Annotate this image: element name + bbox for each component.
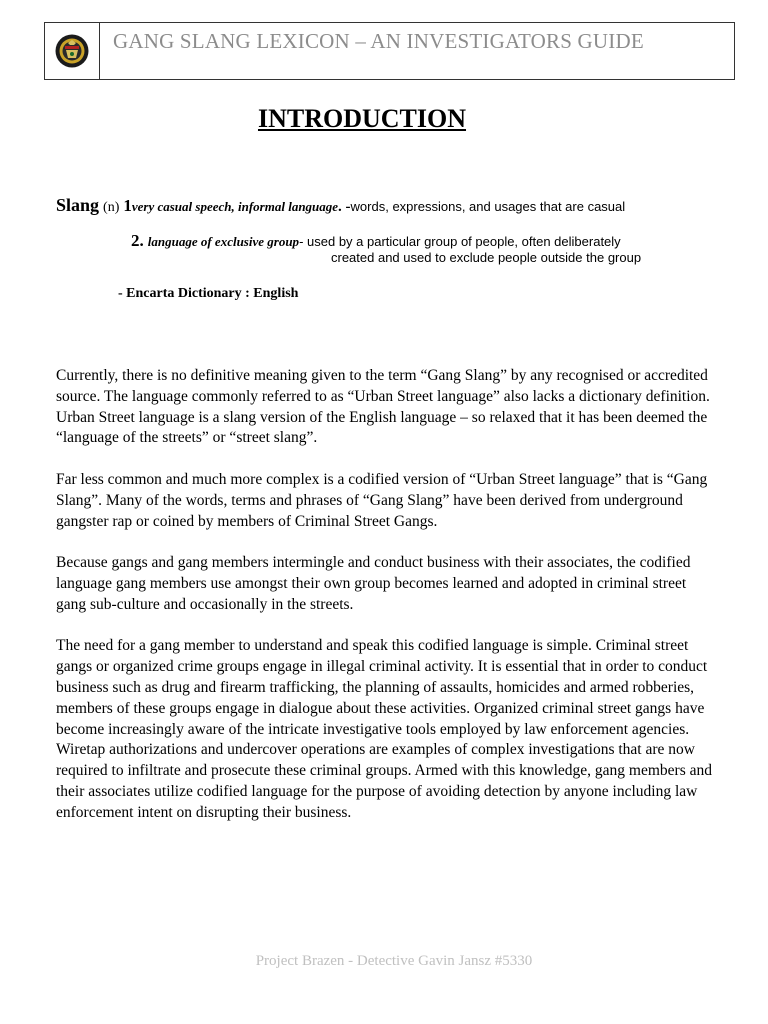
sense-2-number: 2. [131, 231, 144, 250]
definition-sense-2 [131, 231, 621, 251]
sense-2-gloss: language of exclusive group [147, 234, 300, 249]
header-title: GANG SLANG LEXICON – AN INVESTIGATORS GUIDE [113, 29, 644, 53]
paragraph: Far less common and much more complex is a codified version of “Urban Street language” that is “Gang Slang”. Many of the words, terms and phrases of “Gang Slang” have been derived from underground gangster rap or coined by members of Criminal Street Gangs. [56, 470, 708, 530]
logo-cell [45, 23, 100, 79]
sense-1-number: 1 [123, 196, 132, 215]
sense-2-separator: - [299, 234, 304, 249]
page-heading: INTRODUCTION [257, 104, 467, 133]
part-of-speech: (n) [103, 200, 120, 215]
body-text [56, 366, 716, 844]
dictionary-source: - Encarta Dictionary : English [118, 286, 299, 301]
sense-2-text-line-1: used by a particular group of people, often deliberately [303, 234, 621, 249]
sense-1-gloss: very casual speech, informal language [131, 199, 339, 214]
document-header [44, 22, 735, 80]
sense-2-text-line-2: created and used to exclude people outside the group [331, 250, 642, 265]
sense-1-separator: . - [338, 199, 351, 215]
paragraph: Because gangs and gang members intermingle and conduct business with their associates, the codified language gang members use amongst their own group becomes learned and adopted in criminal street gang sub-culture and occasionally in the streets. [56, 554, 691, 613]
paragraph: The need for a gang member to understand and speak this codified language is simple. Criminal street gangs or organized crime groups engage in illegal criminal activity. It is essential that in order to conduct business such as drug and firearm trafficking, the planning of assaults, homicides and armed robberies, members of these groups engage in dialogue about these activities. Organized criminal street gangs have become increasingly aware of the intricate investigative tools employed by law enforcement agencies. Wiretap authorizations and undercover operations are examples of complex investigations that are now required to infiltrate and prosecute these criminal groups. Armed with this knowledge, gang members and their associates utilize codified language for the purpose of avoiding detection by anyone including law enforcement intent on disrupting their business. [56, 637, 712, 821]
sense-1-text: words, expressions, and usages that are casual [350, 199, 626, 214]
page-footer: Project Brazen - Detective Gavin Jansz #5330 [255, 953, 533, 969]
definition-sense-1 [56, 195, 625, 216]
paragraph: Currently, there is no definitive meaning given to the term “Gang Slang” by any recognised or accredited source. The language commonly referred to as “Urban Street language” also lacks a dictionary definition. Urban Street language is a slang version of the English language – so relaxed that it has been deemed the “language of the streets” or “street slang”. [56, 367, 710, 447]
police-crest-icon [54, 31, 90, 71]
definition-term: Slang [56, 195, 100, 215]
